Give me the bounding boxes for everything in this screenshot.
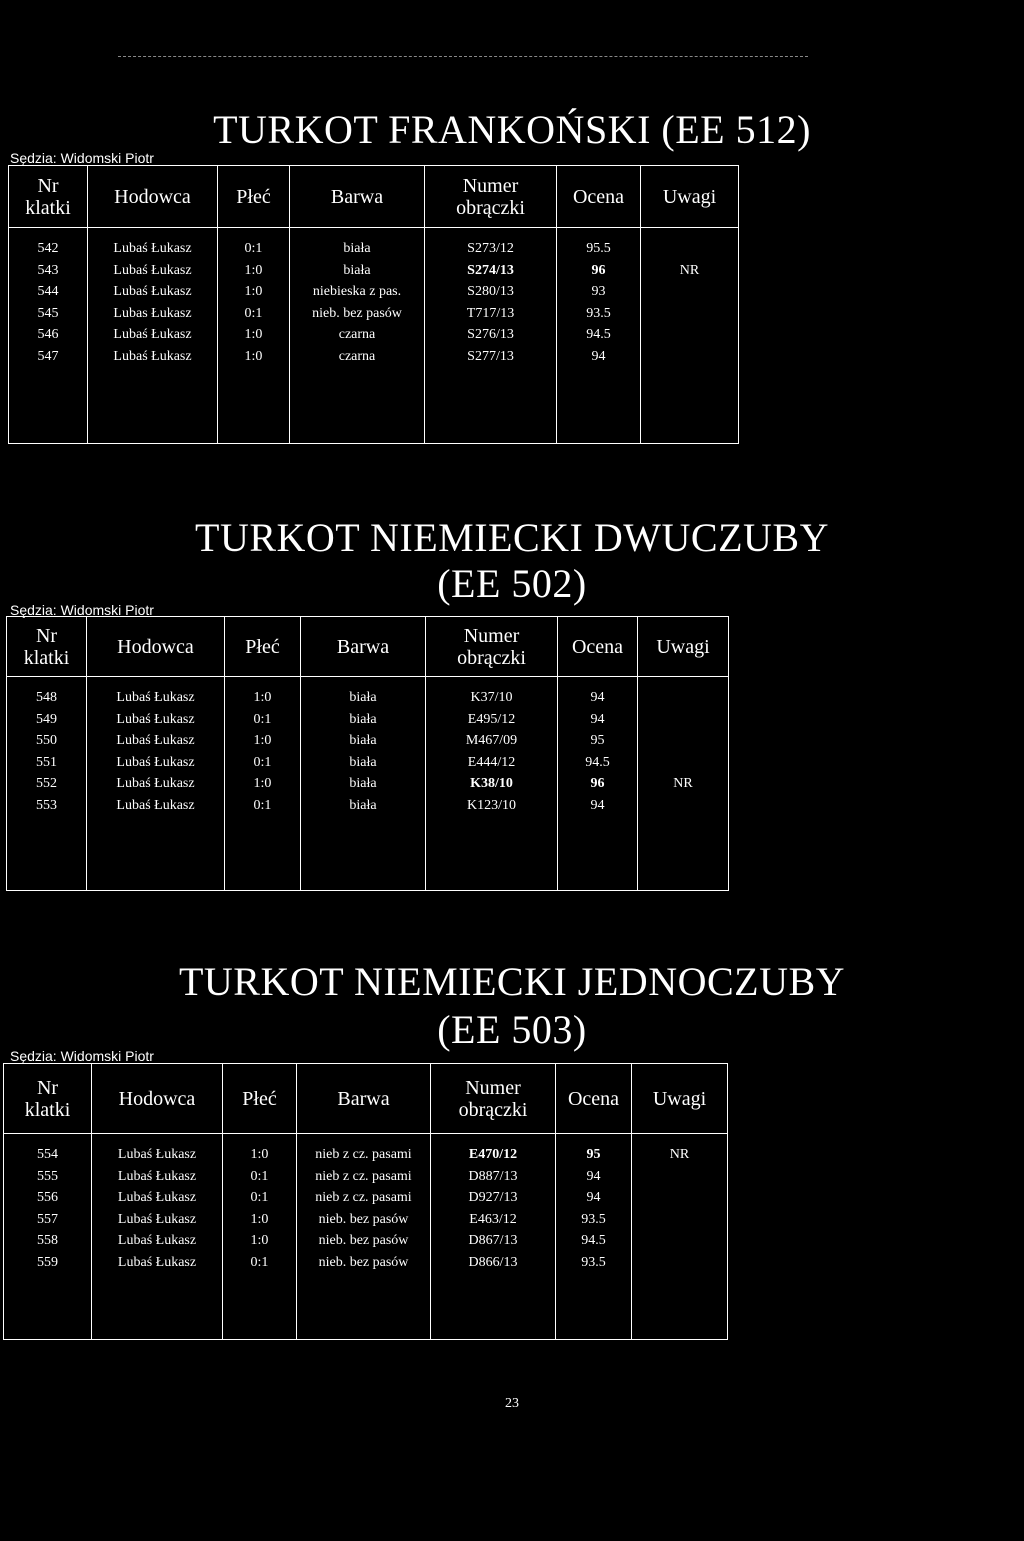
cell-sex: 1:0 — [218, 324, 290, 346]
cell-notes — [641, 238, 739, 260]
cell-score: 93 — [557, 281, 641, 303]
cell-sex: 1:0 — [223, 1209, 297, 1231]
table-row — [4, 1252, 728, 1274]
results-table — [3, 1063, 728, 1340]
cell-score: 93.5 — [556, 1209, 632, 1231]
cell-score: 93.5 — [557, 303, 641, 325]
cell-score: 95 — [558, 730, 638, 752]
cell-breeder: Lubaś Łukasz — [92, 1187, 223, 1209]
cell-notes — [632, 1230, 728, 1252]
column-header-ring: Numer obrączki — [426, 617, 558, 677]
cell-nr: 555 — [4, 1166, 92, 1188]
cell-score: 95.5 — [557, 238, 641, 260]
table-row — [7, 709, 729, 731]
cell-sex: 1:0 — [225, 773, 301, 795]
column-header-notes: Uwagi — [641, 166, 739, 228]
judge-label: Sędzia: Widomski Piotr — [10, 1048, 154, 1064]
cell-notes — [638, 687, 729, 709]
table-row — [9, 324, 739, 346]
cell-breeder: Lubaś Łukasz — [87, 773, 225, 795]
cell-score: 94 — [558, 795, 638, 817]
cell-ring: D866/13 — [431, 1252, 556, 1274]
cell-ring: E444/12 — [426, 752, 558, 774]
cell-ring: S274/13 — [425, 260, 557, 282]
page-number: 23 — [505, 1396, 519, 1411]
table-row — [9, 281, 739, 303]
cell-nr: 544 — [9, 281, 88, 303]
judge-label: Sędzia: Widomski Piotr — [10, 602, 154, 618]
cell-sex: 1:0 — [225, 730, 301, 752]
cell-ring: S280/13 — [425, 281, 557, 303]
cell-nr: 547 — [9, 346, 88, 368]
cell-breeder: Lubaś Łukasz — [92, 1230, 223, 1252]
cell-color: nieb z cz. pasami — [297, 1187, 431, 1209]
cell-score: 94 — [558, 709, 638, 731]
cell-breeder: Lubaś Łukasz — [87, 752, 225, 774]
cell-nr: 556 — [4, 1187, 92, 1209]
cell-ring: E463/12 — [431, 1209, 556, 1231]
cell-color: biała — [301, 709, 426, 731]
column-header-color: Barwa — [297, 1064, 431, 1134]
cell-nr: 543 — [9, 260, 88, 282]
cell-sex: 1:0 — [218, 260, 290, 282]
cell-color: nieb. bez pasów — [297, 1209, 431, 1231]
cell-ring: D867/13 — [431, 1230, 556, 1252]
section-subtitle: (EE 503) — [437, 1007, 587, 1052]
cell-notes — [632, 1187, 728, 1209]
cell-color: biała — [301, 773, 426, 795]
cell-nr: 542 — [9, 238, 88, 260]
cell-ring: S273/12 — [425, 238, 557, 260]
column-header-score: Ocena — [558, 617, 638, 677]
cell-score: 94.5 — [557, 324, 641, 346]
table-row — [9, 346, 739, 368]
table-row — [7, 795, 729, 817]
column-header-score: Ocena — [557, 166, 641, 228]
results-table — [6, 616, 729, 891]
cell-sex: 1:0 — [223, 1144, 297, 1166]
cell-notes — [632, 1166, 728, 1188]
cell-ring: D927/13 — [431, 1187, 556, 1209]
table-row — [4, 1209, 728, 1231]
cell-score: 94.5 — [558, 752, 638, 774]
cell-score: 95 — [556, 1144, 632, 1166]
cell-nr: 550 — [7, 730, 87, 752]
cell-sex: 0:1 — [223, 1252, 297, 1274]
cell-notes — [641, 324, 739, 346]
cell-nr: 558 — [4, 1230, 92, 1252]
cell-notes — [638, 730, 729, 752]
cell-sex: 0:1 — [223, 1187, 297, 1209]
cell-nr: 557 — [4, 1209, 92, 1231]
cell-nr: 554 — [4, 1144, 92, 1166]
cell-color: nieb z cz. pasami — [297, 1166, 431, 1188]
cell-nr: 546 — [9, 324, 88, 346]
cell-ring: E470/12 — [431, 1144, 556, 1166]
cell-sex: 1:0 — [223, 1230, 297, 1252]
cell-color: nieb. bez pasów — [297, 1252, 431, 1274]
cell-color: nieb. bez pasów — [297, 1230, 431, 1252]
cell-score: 94 — [558, 687, 638, 709]
section-title: TURKOT FRANKOŃSKI (EE 512) — [213, 107, 811, 152]
cell-score: 93.5 — [556, 1252, 632, 1274]
cell-ring: S276/13 — [425, 324, 557, 346]
top-rule — [118, 56, 808, 57]
table-row — [4, 1144, 728, 1166]
cell-color: biała — [301, 752, 426, 774]
cell-ring: K123/10 — [426, 795, 558, 817]
column-header-breeder: Hodowca — [92, 1064, 223, 1134]
column-header-breeder: Hodowca — [87, 617, 225, 677]
column-header-sex: Płeć — [223, 1064, 297, 1134]
cell-notes — [641, 303, 739, 325]
cell-nr: 545 — [9, 303, 88, 325]
column-header-score: Ocena — [556, 1064, 632, 1134]
column-header-nr: Nr klatki — [7, 617, 87, 677]
cell-sex: 1:0 — [218, 346, 290, 368]
cell-color: biała — [301, 687, 426, 709]
table-row — [7, 752, 729, 774]
cell-color: czarna — [290, 346, 425, 368]
cell-breeder: Lubaś Łukasz — [88, 260, 218, 282]
cell-ring: E495/12 — [426, 709, 558, 731]
cell-breeder: Lubaś Łukasz — [87, 730, 225, 752]
cell-notes — [632, 1252, 728, 1274]
column-header-sex: Płeć — [225, 617, 301, 677]
cell-breeder: Lubaś Łukasz — [87, 795, 225, 817]
cell-color: biała — [301, 730, 426, 752]
cell-sex: 0:1 — [225, 709, 301, 731]
table-row — [4, 1187, 728, 1209]
cell-notes — [641, 281, 739, 303]
cell-notes: NR — [641, 260, 739, 282]
cell-color: biała — [290, 260, 425, 282]
table-row — [7, 773, 729, 795]
cell-ring: T717/13 — [425, 303, 557, 325]
cell-nr: 549 — [7, 709, 87, 731]
column-header-color: Barwa — [290, 166, 425, 228]
column-header-ring: Numer obrączki — [431, 1064, 556, 1134]
cell-sex: 0:1 — [218, 303, 290, 325]
column-header-nr: Nr klatki — [9, 166, 88, 228]
cell-nr: 552 — [7, 773, 87, 795]
cell-color: nieb. bez pasów — [290, 303, 425, 325]
cell-breeder: Lubaś Łukasz — [88, 281, 218, 303]
cell-breeder: Lubas Łukasz — [88, 303, 218, 325]
cell-ring: M467/09 — [426, 730, 558, 752]
cell-score: 96 — [557, 260, 641, 282]
cell-breeder: Lubaś Łukasz — [92, 1252, 223, 1274]
judge-label: Sędzia: Widomski Piotr — [10, 150, 154, 166]
cell-sex: 0:1 — [223, 1166, 297, 1188]
cell-notes — [632, 1209, 728, 1231]
cell-notes — [638, 795, 729, 817]
cell-breeder: Lubaś Łukasz — [87, 687, 225, 709]
cell-breeder: Lubaś Łukasz — [92, 1209, 223, 1231]
cell-color: biała — [301, 795, 426, 817]
cell-sex: 1:0 — [218, 281, 290, 303]
cell-nr: 559 — [4, 1252, 92, 1274]
column-header-color: Barwa — [301, 617, 426, 677]
cell-notes — [638, 709, 729, 731]
results-table — [8, 165, 739, 444]
cell-color: niebieska z pas. — [290, 281, 425, 303]
cell-ring: K37/10 — [426, 687, 558, 709]
cell-score: 94 — [556, 1187, 632, 1209]
cell-ring: S277/13 — [425, 346, 557, 368]
cell-score: 94 — [557, 346, 641, 368]
table-row — [7, 687, 729, 709]
table-row — [9, 238, 739, 260]
cell-breeder: Lubaś Łukasz — [88, 346, 218, 368]
cell-color: czarna — [290, 324, 425, 346]
cell-breeder: Lubaś Łukasz — [92, 1144, 223, 1166]
cell-score: 94.5 — [556, 1230, 632, 1252]
column-header-breeder: Hodowca — [88, 166, 218, 228]
table-row — [9, 260, 739, 282]
cell-score: 96 — [558, 773, 638, 795]
cell-notes — [641, 346, 739, 368]
cell-notes: NR — [632, 1144, 728, 1166]
cell-nr: 553 — [7, 795, 87, 817]
cell-breeder: Lubaś Łukasz — [88, 324, 218, 346]
cell-sex: 0:1 — [225, 795, 301, 817]
column-header-notes: Uwagi — [632, 1064, 728, 1134]
cell-notes: NR — [638, 773, 729, 795]
column-header-ring: Numer obrączki — [425, 166, 557, 228]
cell-breeder: Lubaś Łukasz — [87, 709, 225, 731]
section-title: TURKOT NIEMIECKI DWUCZUBY — [195, 515, 829, 560]
cell-ring: K38/10 — [426, 773, 558, 795]
column-header-nr: Nr klatki — [4, 1064, 92, 1134]
cell-sex: 0:1 — [225, 752, 301, 774]
section-title: TURKOT NIEMIECKI JEDNOCZUBY — [178, 959, 846, 1004]
cell-ring: D887/13 — [431, 1166, 556, 1188]
cell-notes — [638, 752, 729, 774]
cell-nr: 551 — [7, 752, 87, 774]
table-row — [4, 1230, 728, 1252]
cell-sex: 0:1 — [218, 238, 290, 260]
cell-color: biała — [290, 238, 425, 260]
cell-score: 94 — [556, 1166, 632, 1188]
table-row — [4, 1166, 728, 1188]
column-header-sex: Płeć — [218, 166, 290, 228]
cell-sex: 1:0 — [225, 687, 301, 709]
table-row — [7, 730, 729, 752]
cell-color: nieb z cz. pasami — [297, 1144, 431, 1166]
table-row — [9, 303, 739, 325]
column-header-notes: Uwagi — [638, 617, 729, 677]
cell-nr: 548 — [7, 687, 87, 709]
cell-breeder: Lubaś Łukasz — [88, 238, 218, 260]
section-subtitle: (EE 502) — [437, 561, 587, 606]
cell-breeder: Lubaś Łukasz — [92, 1166, 223, 1188]
